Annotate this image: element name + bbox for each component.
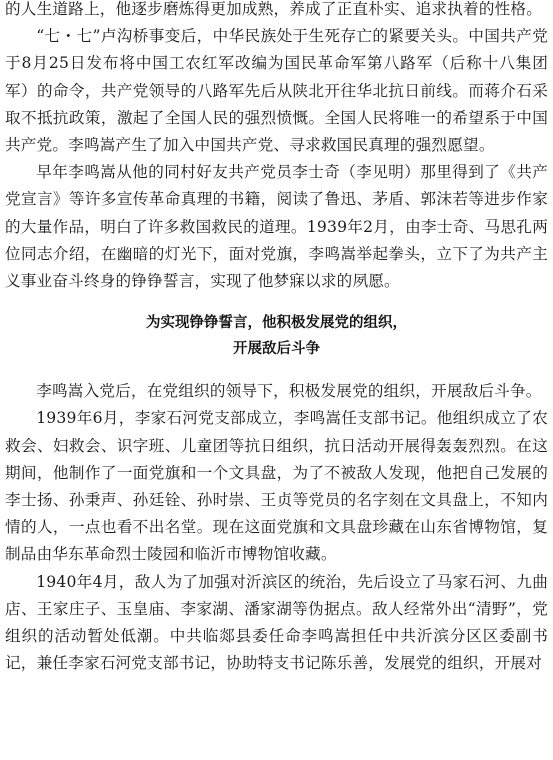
paragraph-5: 1939年6月，李家石河党支部成立，李鸣嵩任支部书记。他组织成立了农救会、妇救会、识字班、儿童团等抗日组织，抗日活动开展得轰轰烈烈。在这期间，他制作了一面党旗和一个文具盘，为了不被敌人发现，他把自己发展的李士扬、孙秉声、孙廷铨、孙时崇、王贞等党员的名字刻在文具盘上，不知内情的人，一点也看不出名堂。现在这面党旗和文具盘珍藏在山东省博物馆，复制品由华东革命烈士陵园和临沂市博物馆收藏。	[5, 409, 548, 564]
paragraph-2: “七・七”卢沟桥事变后，中华民族处于生死存亡的紧要关头。中国共产党于8月25日发布将中国工农红军改编为国民革命军第八路军（后称十八集团军）的命令，共产党领导的八路军先后从陕北开往华北抗日前线。而蒋介石采取不抵抗政策，激起了全国人民的强烈愤慨。全国人民将唯一的希望系于中国共产党。李鸣嵩产生了加入中国共产党、寻求救国民真理的强烈愿望。	[5, 27, 548, 155]
paragraph-6: 1940年4月，敌人为了加强对沂滨区的统治，先后设立了马家石河、九曲店、王家庄子、玉皇庙、李家湖、潘家湖等伪据点。敌人经常外出“清野”，党组织的活动暂处低潮。中共临郯县委任命李鸣嵩担任中共沂滨分区区委副书记，兼任李家石河党支部书记，协助特支书记陈乐善，发展党的组织，开展对	[5, 572, 548, 673]
paragraph-3: 早年李鸣嵩从他的同村好友共产党员李士奇（李见明）那里得到了《共产党宣言》等许多宣传革命真理的书籍，阅读了鲁迅、茅盾、郭沫若等进步作家的大量作品，明白了许多救国救民的道理。1939年2月，由李士奇、马思孔两位同志介绍，在幽暗的灯光下，面对党旗，李鸣嵩举起拳头，立下了为共产主义事业奋斗终身的铮铮誓言，实现了他梦寐以求的夙愿。	[5, 163, 548, 291]
section-heading-line-1: 为实现铮铮誓言，他积极发展党的组织，	[146, 315, 407, 332]
section-heading	[5, 310, 548, 362]
paragraph-1: 的人生道路上，他逐步磨炼得更加成熟，养成了正直朴实、追求执着的性格。	[5, 0, 542, 18]
paragraph-4: 李鸣嵩入党后，在党组织的领导下，积极发展党的组织，开展敌后斗争。	[36, 382, 542, 401]
section-heading-line-2: 开展敌后斗争	[233, 341, 320, 358]
